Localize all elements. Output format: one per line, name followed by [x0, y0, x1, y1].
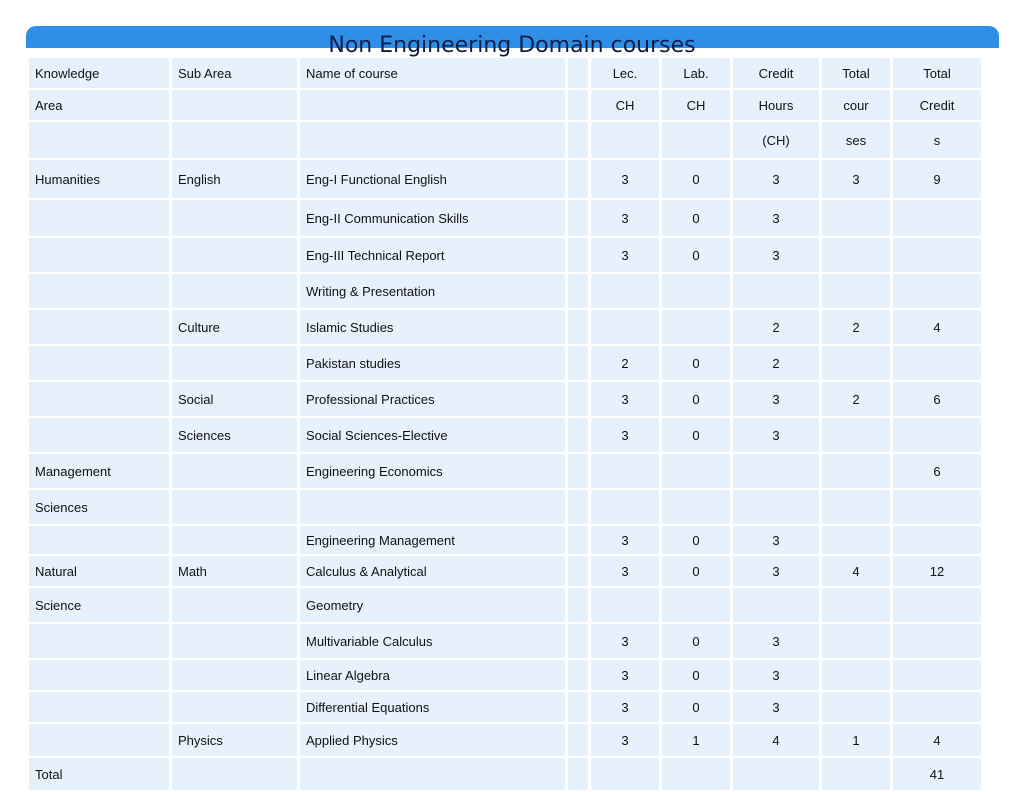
table-row-cell-spacer [568, 660, 588, 690]
table-row-cell-total-credits: 4 [893, 724, 981, 756]
header-row-cell-total-credits: s [893, 122, 981, 158]
table-row-cell-lab-ch: 0 [662, 556, 730, 586]
header-row [29, 122, 981, 158]
table-row-cell-total-courses [822, 418, 890, 452]
header-row-cell-spacer [568, 122, 588, 158]
table-row-cell-total-courses [822, 200, 890, 236]
table-row-cell-total-courses: 1 [822, 724, 890, 756]
table-row-cell-knowledge-area [29, 526, 169, 554]
table-row-cell-lab-ch [662, 310, 730, 344]
table-row-cell-credit-hours: 3 [733, 160, 819, 198]
table-row-cell-sub-area [172, 758, 297, 790]
table-row-cell-credit-hours: 3 [733, 200, 819, 236]
table-row-cell-lec-ch: 2 [591, 346, 659, 380]
table-row-cell-sub-area: Culture [172, 310, 297, 344]
table-row-cell-total-courses [822, 624, 890, 658]
table-row-cell-total-credits [893, 526, 981, 554]
table-row-cell-credit-hours [733, 588, 819, 622]
header-row-cell-total-courses: cour [822, 90, 890, 120]
table-row-cell-sub-area [172, 490, 297, 524]
table-row-cell-knowledge-area [29, 692, 169, 722]
table-row-cell-total-courses [822, 346, 890, 380]
table-row-cell-course-name: Professional Practices [300, 382, 565, 416]
table-row-cell-lec-ch: 3 [591, 526, 659, 554]
table-row-cell-lab-ch: 0 [662, 238, 730, 272]
table-row-cell-course-name [300, 490, 565, 524]
table-row-cell-knowledge-area: Humanities [29, 160, 169, 198]
courses-table [26, 56, 984, 792]
header-row-cell-total-credits: Total [893, 58, 981, 88]
header-row-cell-sub-area [172, 90, 297, 120]
table-row [29, 310, 981, 344]
table-row-cell-course-name: Pakistan studies [300, 346, 565, 380]
header-row-cell-sub-area: Sub Area [172, 58, 297, 88]
table-row-cell-sub-area [172, 692, 297, 722]
table-row-cell-lab-ch: 0 [662, 526, 730, 554]
table-row-cell-lec-ch: 3 [591, 418, 659, 452]
table-row-cell-credit-hours [733, 454, 819, 488]
table-row-cell-total-credits [893, 346, 981, 380]
table-row [29, 556, 981, 586]
table-row [29, 346, 981, 380]
table-row-cell-lec-ch: 3 [591, 660, 659, 690]
table-row [29, 274, 981, 308]
table-row-cell-course-name: Applied Physics [300, 724, 565, 756]
table-row-cell-total-courses [822, 758, 890, 790]
table-row-cell-total-courses [822, 238, 890, 272]
table-row-cell-total-courses: 4 [822, 556, 890, 586]
table-row-cell-lab-ch: 0 [662, 346, 730, 380]
table-row [29, 588, 981, 622]
table-row-cell-sub-area: Social [172, 382, 297, 416]
table-row-cell-sub-area [172, 200, 297, 236]
table-row-cell-lab-ch [662, 758, 730, 790]
table-row-cell-sub-area: Physics [172, 724, 297, 756]
table-row-cell-credit-hours: 3 [733, 624, 819, 658]
table-row-cell-total-courses: 2 [822, 382, 890, 416]
table-row-cell-lec-ch [591, 758, 659, 790]
table-row-cell-total-credits: 4 [893, 310, 981, 344]
table-row-cell-course-name: Eng-II Communication Skills [300, 200, 565, 236]
table-row-cell-knowledge-area [29, 238, 169, 272]
table-row-cell-lec-ch [591, 310, 659, 344]
table-row-cell-course-name [300, 758, 565, 790]
table-row-cell-credit-hours: 4 [733, 724, 819, 756]
table-row [29, 382, 981, 416]
table-row-cell-lab-ch: 0 [662, 624, 730, 658]
table-row-cell-lec-ch: 3 [591, 382, 659, 416]
table-row-cell-total-credits [893, 692, 981, 722]
table-row-cell-sub-area: English [172, 160, 297, 198]
table-row-cell-credit-hours: 3 [733, 382, 819, 416]
table-row-cell-sub-area [172, 660, 297, 690]
table-row-cell-credit-hours: 3 [733, 418, 819, 452]
header-row-cell-lec-ch: Lec. [591, 58, 659, 88]
table-row-cell-lec-ch [591, 454, 659, 488]
table-row-cell-total-credits: 6 [893, 382, 981, 416]
header-row-cell-lab-ch: Lab. [662, 58, 730, 88]
table-row-cell-total-credits [893, 200, 981, 236]
table-row-cell-knowledge-area [29, 310, 169, 344]
table-row-cell-knowledge-area [29, 274, 169, 308]
table-row-cell-course-name: Geometry [300, 588, 565, 622]
table-row-cell-spacer [568, 692, 588, 722]
header-row-cell-spacer [568, 90, 588, 120]
table-row-cell-course-name: Multivariable Calculus [300, 624, 565, 658]
table-row-cell-spacer [568, 624, 588, 658]
table-row-cell-credit-hours: 2 [733, 346, 819, 380]
table-row-cell-total-credits [893, 418, 981, 452]
table-row-cell-course-name: Engineering Management [300, 526, 565, 554]
table-row-cell-total-courses: 2 [822, 310, 890, 344]
table-row-cell-spacer [568, 758, 588, 790]
table-row-cell-total-courses: 3 [822, 160, 890, 198]
table-row-cell-credit-hours: 3 [733, 526, 819, 554]
table-row-cell-sub-area [172, 238, 297, 272]
table-row-cell-sub-area [172, 526, 297, 554]
table-row-cell-spacer [568, 200, 588, 236]
table-row-cell-spacer [568, 588, 588, 622]
header-row [29, 90, 981, 120]
table-row-cell-course-name: Differential Equations [300, 692, 565, 722]
table-row-cell-spacer [568, 346, 588, 380]
table-row-cell-knowledge-area [29, 200, 169, 236]
table-row-cell-total-credits [893, 274, 981, 308]
table-row-cell-course-name: Engineering Economics [300, 454, 565, 488]
table-row-cell-sub-area [172, 624, 297, 658]
table-row-cell-total-courses [822, 274, 890, 308]
header-row-cell-total-courses: Total [822, 58, 890, 88]
header-row-cell-credit-hours: (CH) [733, 122, 819, 158]
table-row-cell-knowledge-area: Management [29, 454, 169, 488]
table-row-cell-total-credits: 12 [893, 556, 981, 586]
table-row-cell-sub-area [172, 454, 297, 488]
header-row-cell-lec-ch [591, 122, 659, 158]
table-row-cell-credit-hours: 3 [733, 692, 819, 722]
table-row-cell-sub-area [172, 346, 297, 380]
table-row-cell-knowledge-area: Total [29, 758, 169, 790]
table-row-cell-lab-ch [662, 454, 730, 488]
table-row-cell-knowledge-area [29, 346, 169, 380]
header-row-cell-credit-hours: Hours [733, 90, 819, 120]
table-row-cell-total-credits [893, 238, 981, 272]
table-row-cell-total-courses [822, 526, 890, 554]
table-row-cell-lec-ch: 3 [591, 724, 659, 756]
table-row-cell-total-courses [822, 588, 890, 622]
table-row-cell-lab-ch: 0 [662, 382, 730, 416]
table-row-cell-knowledge-area [29, 660, 169, 690]
table-row-cell-course-name: Eng-III Technical Report [300, 238, 565, 272]
table-row-cell-total-credits: 6 [893, 454, 981, 488]
table-row-cell-total-credits [893, 490, 981, 524]
table-row-cell-lab-ch: 0 [662, 660, 730, 690]
table-row-cell-course-name: Writing & Presentation [300, 274, 565, 308]
table-row-cell-sub-area: Math [172, 556, 297, 586]
header-row-cell-total-credits: Credit [893, 90, 981, 120]
table-row-cell-total-courses [822, 660, 890, 690]
table-row-cell-credit-hours [733, 758, 819, 790]
table-row-cell-knowledge-area [29, 382, 169, 416]
table-row [29, 758, 981, 790]
page-title: Non Engineering Domain courses [328, 33, 696, 58]
table-row-cell-spacer [568, 310, 588, 344]
header-row-cell-lab-ch: CH [662, 90, 730, 120]
table-row-cell-credit-hours: 3 [733, 238, 819, 272]
table-row-cell-course-name: Linear Algebra [300, 660, 565, 690]
table-row-cell-knowledge-area: Natural [29, 556, 169, 586]
table-row-cell-credit-hours [733, 274, 819, 308]
table-row-cell-sub-area [172, 588, 297, 622]
table-row-cell-total-credits [893, 588, 981, 622]
header-row-cell-course-name [300, 122, 565, 158]
table-row-cell-lab-ch: 0 [662, 418, 730, 452]
table-row-cell-spacer [568, 160, 588, 198]
table-row-cell-lab-ch [662, 490, 730, 524]
table-row [29, 418, 981, 452]
table-row-cell-total-credits: 9 [893, 160, 981, 198]
table-row-cell-spacer [568, 382, 588, 416]
table-row [29, 660, 981, 690]
table-row-cell-spacer [568, 418, 588, 452]
table-row [29, 200, 981, 236]
table-row-cell-lab-ch: 0 [662, 200, 730, 236]
table-row-cell-course-name: Social Sciences-Elective [300, 418, 565, 452]
table-row [29, 490, 981, 524]
table-row-cell-credit-hours: 3 [733, 660, 819, 690]
table-row-cell-lab-ch: 0 [662, 160, 730, 198]
table-row-cell-course-name: Eng-I Functional English [300, 160, 565, 198]
table-row-cell-knowledge-area [29, 724, 169, 756]
table-row-cell-lab-ch [662, 274, 730, 308]
table-row-cell-total-credits [893, 660, 981, 690]
table-row-cell-lec-ch: 3 [591, 160, 659, 198]
table-row-cell-spacer [568, 556, 588, 586]
table-row-cell-spacer [568, 238, 588, 272]
header-row-cell-spacer [568, 58, 588, 88]
table-row-cell-lab-ch [662, 588, 730, 622]
table-row [29, 526, 981, 554]
table-row-cell-knowledge-area: Sciences [29, 490, 169, 524]
table-row-cell-lec-ch [591, 588, 659, 622]
table-row-cell-spacer [568, 724, 588, 756]
header-row-cell-lab-ch [662, 122, 730, 158]
table-row-cell-lec-ch: 3 [591, 624, 659, 658]
table-row-cell-total-courses [822, 692, 890, 722]
table-row-cell-lec-ch: 3 [591, 238, 659, 272]
table-row-cell-spacer [568, 490, 588, 524]
table-row-cell-credit-hours: 3 [733, 556, 819, 586]
table-row-cell-course-name: Calculus & Analytical [300, 556, 565, 586]
header-row-cell-sub-area [172, 122, 297, 158]
table-row [29, 624, 981, 658]
table-body [29, 58, 981, 790]
table-row-cell-total-courses [822, 490, 890, 524]
table-row-cell-spacer [568, 274, 588, 308]
table-row-cell-knowledge-area [29, 624, 169, 658]
table-row-cell-total-courses [822, 454, 890, 488]
table-row-cell-knowledge-area: Science [29, 588, 169, 622]
table-row-cell-lab-ch: 1 [662, 724, 730, 756]
table-row-cell-lab-ch: 0 [662, 692, 730, 722]
table-row-cell-total-credits [893, 624, 981, 658]
table-row-cell-course-name: Islamic Studies [300, 310, 565, 344]
header-row-cell-knowledge-area: Area [29, 90, 169, 120]
header-row-cell-course-name: Name of course [300, 58, 565, 88]
header-row-cell-course-name [300, 90, 565, 120]
header-row-cell-knowledge-area [29, 122, 169, 158]
table-row [29, 724, 981, 756]
table-row-cell-lec-ch [591, 490, 659, 524]
header-row-cell-credit-hours: Credit [733, 58, 819, 88]
table-row-cell-credit-hours: 2 [733, 310, 819, 344]
header-row-cell-lec-ch: CH [591, 90, 659, 120]
table-row [29, 160, 981, 198]
table-row-cell-spacer [568, 526, 588, 554]
table-row [29, 692, 981, 722]
table-row-cell-spacer [568, 454, 588, 488]
table-row-cell-total-credits: 41 [893, 758, 981, 790]
table-row-cell-lec-ch [591, 274, 659, 308]
table-row-cell-lec-ch: 3 [591, 556, 659, 586]
header-row [29, 58, 981, 88]
header-row-cell-total-courses: ses [822, 122, 890, 158]
table-row-cell-sub-area [172, 274, 297, 308]
table-row-cell-lec-ch: 3 [591, 200, 659, 236]
table-row [29, 454, 981, 488]
table-row-cell-credit-hours [733, 490, 819, 524]
table-row-cell-knowledge-area [29, 418, 169, 452]
table-row-cell-sub-area: Sciences [172, 418, 297, 452]
header-row-cell-knowledge-area: Knowledge [29, 58, 169, 88]
table-row [29, 238, 981, 272]
table-row-cell-lec-ch: 3 [591, 692, 659, 722]
